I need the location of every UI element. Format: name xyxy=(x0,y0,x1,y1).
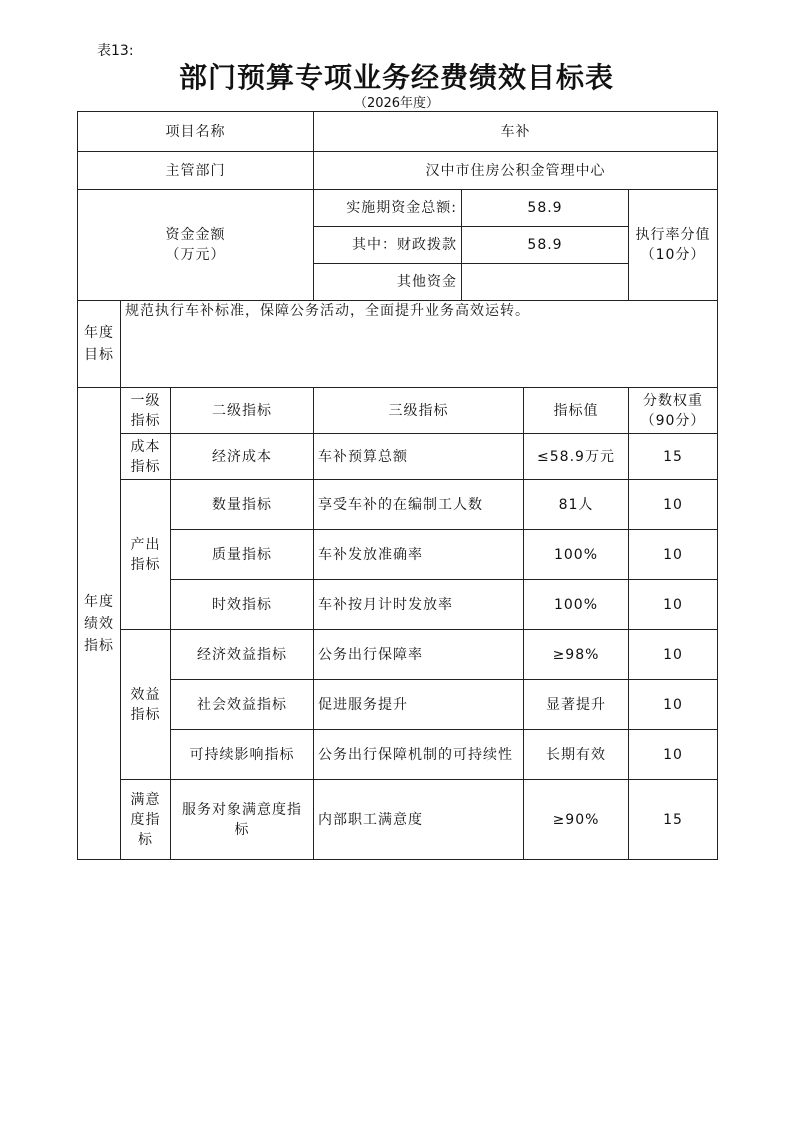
table-row xyxy=(78,530,718,580)
level3-cell: 享受车补的在编制工人数 xyxy=(314,480,524,530)
header-level1: 一级指标 xyxy=(121,388,171,434)
funds-fiscal-label: 其中：财政拨款 xyxy=(314,227,462,264)
exec-rate-score: （10分） xyxy=(640,247,706,263)
value-cell: ≥90% xyxy=(524,780,629,860)
level2-cell: 服务对象满意度指标 xyxy=(171,780,314,860)
funds-unit: （万元） xyxy=(165,247,226,263)
funds-label-cell xyxy=(78,190,314,301)
performance-table xyxy=(77,111,718,860)
header-weight-total: （90分） xyxy=(640,412,706,429)
level2-cell: 时效指标 xyxy=(171,580,314,630)
header-weight: 分数权重 xyxy=(643,392,703,409)
level2-cell: 经济效益指标 xyxy=(171,630,314,680)
header-level3: 三级指标 xyxy=(314,388,524,434)
project-value: 车补 xyxy=(314,112,718,152)
level1-output: 产出指标 xyxy=(121,480,171,630)
level2-cell: 经济成本 xyxy=(171,434,314,480)
department-label: 主管部门 xyxy=(78,152,314,190)
level2-cell: 质量指标 xyxy=(171,530,314,580)
project-label: 项目名称 xyxy=(78,112,314,152)
table-row xyxy=(78,630,718,680)
level1-cost: 成本指标 xyxy=(121,434,171,480)
level2-cell: 可持续影响指标 xyxy=(171,730,314,780)
department-value: 汉中市住房公积金管理中心 xyxy=(314,152,718,190)
level2-cell: 社会效益指标 xyxy=(171,680,314,730)
weight-cell: 10 xyxy=(629,630,718,680)
value-cell: 显著提升 xyxy=(524,680,629,730)
funds-total-value: 58.9 xyxy=(462,190,629,227)
exec-rate-label: 执行率分值 xyxy=(635,227,711,243)
table-number: 表13: xyxy=(97,43,134,59)
table-row xyxy=(78,434,718,480)
level3-cell: 车补按月计时发放率 xyxy=(314,580,524,630)
weight-cell: 10 xyxy=(629,680,718,730)
value-cell: 81人 xyxy=(524,480,629,530)
level3-cell: 车补发放准确率 xyxy=(314,530,524,580)
value-cell: ≤58.9万元 xyxy=(524,434,629,480)
page-title: 部门预算专项业务经费绩效目标表 xyxy=(178,61,614,94)
level3-cell: 公务出行保障机制的可持续性 xyxy=(314,730,524,780)
fiscal-year: （2026年度） xyxy=(353,96,440,111)
level1-satisfaction: 满意度指标 xyxy=(121,780,171,860)
weight-cell: 10 xyxy=(629,730,718,780)
funds-other-label: 其他资金 xyxy=(314,264,462,301)
value-cell: ≥98% xyxy=(524,630,629,680)
value-cell: 100% xyxy=(524,580,629,630)
funds-total-label: 实施期资金总额: xyxy=(314,190,462,227)
table-row xyxy=(78,780,718,860)
indicators-section-label: 年度绩效指标 xyxy=(78,388,121,860)
header-value: 指标值 xyxy=(524,388,629,434)
funds-fiscal-value: 58.9 xyxy=(462,227,629,264)
value-cell: 长期有效 xyxy=(524,730,629,780)
weight-cell: 15 xyxy=(629,434,718,480)
funds-other-value xyxy=(462,264,629,301)
level2-cell: 数量指标 xyxy=(171,480,314,530)
weight-cell: 15 xyxy=(629,780,718,860)
table-row xyxy=(78,480,718,530)
annual-goal-label: 年度目标 xyxy=(78,301,121,388)
level3-cell: 公务出行保障率 xyxy=(314,630,524,680)
level3-cell: 车补预算总额 xyxy=(314,434,524,480)
exec-rate-cell xyxy=(629,190,718,301)
weight-cell: 10 xyxy=(629,580,718,630)
table-row xyxy=(78,580,718,630)
header-weight-cell xyxy=(629,388,718,434)
level3-cell: 促进服务提升 xyxy=(314,680,524,730)
header-level2: 二级指标 xyxy=(171,388,314,434)
weight-cell: 10 xyxy=(629,480,718,530)
annual-goal-row xyxy=(78,301,718,388)
level1-benefit: 效益指标 xyxy=(121,630,171,780)
level3-cell: 内部职工满意度 xyxy=(314,780,524,860)
project-row xyxy=(78,112,718,152)
funds-label: 资金金额 xyxy=(165,227,226,243)
table-row xyxy=(78,730,718,780)
indicator-header-row xyxy=(78,388,718,434)
weight-cell: 10 xyxy=(629,530,718,580)
department-row xyxy=(78,152,718,190)
table-row xyxy=(78,680,718,730)
funds-row-total xyxy=(78,190,718,227)
value-cell: 100% xyxy=(524,530,629,580)
annual-goal-text: 规范执行车补标准，保障公务活动，全面提升业务高效运转。 xyxy=(121,301,718,388)
